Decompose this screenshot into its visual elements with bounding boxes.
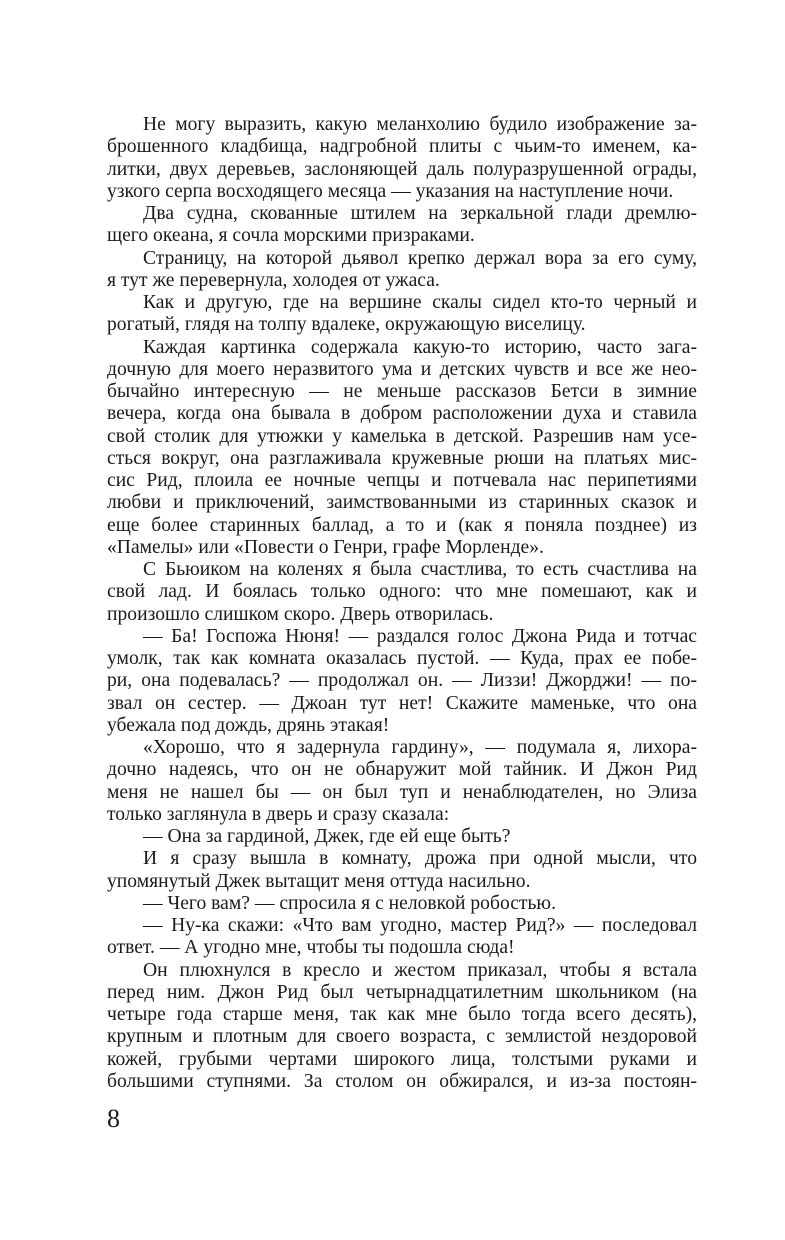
text-line: — Ну-ка скажи: «Что вам угодно, мастер Рид?» — последовал: [143, 915, 697, 936]
text-line: бычайно интересную — не меньше рассказов Бетси в зимние: [107, 381, 697, 402]
text-line: произошло слишком скоро. Дверь отворилась.: [107, 603, 494, 625]
text-line: большими ступнями. За столом он обжирался, и из-за постоян-: [107, 1070, 697, 1092]
text-line: — Она за гардиной, Джек, где ей еще быть?: [143, 826, 511, 847]
text-line: щего океана, я сочла морскими призраками.: [107, 225, 475, 247]
paragraph: [107, 626, 697, 737]
text-line: узкого серпа восходящего месяца — указания на наступление ночи.: [107, 180, 674, 202]
paragraph: [107, 248, 697, 293]
paragraph: [107, 737, 697, 826]
text-line: брошенного кладбища, надгробной плиты с чьим-то именем, ка-: [107, 136, 697, 158]
text-line: сться вокруг, она разглаживала кружевные рюши на платьях мис-: [107, 447, 697, 469]
page-number: 8: [107, 1104, 120, 1133]
text-line: свой лад. И боялась только одного: что мне помешают, как и: [107, 581, 697, 603]
text-line: «Хорошо, что я задернула гардину», — подумала я, лихора-: [143, 737, 697, 758]
text-line: ответ. — А угодно мне, чтобы ты подошла сюда!: [107, 937, 515, 959]
text-line: любви и приключений, заимствованными из старинных сказок и: [107, 492, 697, 514]
text-line: «Памелы» или «Повести о Генри, графе Морленде».: [107, 536, 544, 558]
paragraph: [107, 559, 697, 626]
text-line: я тут же перевернула, холодея от ужаса.: [107, 269, 440, 291]
text-line: дочно надеясь, что он не обнаружит мой тайник. И Джон Рид: [107, 759, 697, 781]
page-body: [107, 114, 697, 1093]
text-line: звал он сестер. — Джоан тут нет! Скажите маменьке, что она: [107, 692, 697, 714]
text-line: еще более старинных баллад, а то и (как я поняла позднее) из: [107, 514, 697, 536]
text-line: вечера, когда она бывала в добром расположении духа и ставила: [107, 403, 697, 425]
text-line: дочную для моего неразвитого ума и детских чувств и все же нео-: [107, 358, 697, 380]
text-line: убежала под дождь, дрянь этакая!: [107, 714, 390, 736]
paragraph: [107, 292, 697, 337]
paragraph: [107, 203, 697, 248]
text-line: только заглянула в дверь и сразу сказала:: [107, 803, 450, 825]
text-line: Два судна, скованные штилем на зеркальной глади дремлю-: [143, 203, 697, 224]
text-line: перед ним. Джон Рид был четырнадцатилетним школьником (на: [107, 981, 697, 1003]
paragraph: [107, 893, 697, 915]
paragraph: [107, 826, 697, 848]
paragraph: [107, 960, 697, 1094]
text-line: С Бьюиком на коленях я была счастлива, то есть счастлива на: [143, 559, 697, 580]
paragraph: [107, 848, 697, 893]
text-line: рогатый, глядя на толпу вдалеке, окружающую виселицу.: [107, 314, 586, 336]
text-line: кожей, грубыми чертами широкого лица, толстыми руками и: [107, 1048, 697, 1070]
text-line: Не могу выразить, какую меланхолию будило изображение за-: [143, 114, 697, 135]
paragraph: [107, 915, 697, 960]
text-line: умолк, так как комната оказалась пустой. — Куда, прах ее побе-: [107, 648, 697, 669]
text-line: сис Рид, плоила ее ночные чепцы и потчевала нас перипетиями: [107, 470, 697, 491]
text-line: крупным и плотным для своего возраста, с землистой нездоровой: [107, 1026, 697, 1048]
text-line: меня не нашел бы — он был туп и ненаблюдателен, но Элиза: [107, 781, 697, 803]
text-line: — Ба! Госпожа Нюня! — раздался голос Джона Рида и тотчас: [143, 625, 697, 647]
text-line: — Чего вам? — спросила я с неловкой робостью.: [143, 892, 556, 914]
text-line: упомянутый Джек вытащит меня оттуда насильно.: [107, 870, 531, 892]
text-line: ри, она подевалась? — продолжал он. — Лиззи! Джорджи! — по-: [107, 670, 697, 692]
paragraph: [107, 337, 697, 560]
text-line: Как и другую, где на вершине скалы сидел кто-то черный и: [143, 292, 697, 313]
text-line: четыре года старше меня, так как мне было тогда всего десять),: [107, 1004, 697, 1025]
text-line: Он плюхнулся в кресло и жестом приказал, чтобы я встала: [143, 959, 697, 981]
text-line: Каждая картинка содержала какую-то историю, часто зага-: [143, 336, 697, 358]
text-line: литки, двух деревьев, заслоняющей даль полуразрушенной ограды,: [107, 158, 697, 180]
text-line: И я сразу вышла в комнату, дрожа при одной мысли, что: [143, 848, 697, 870]
text-line: Страницу, на которой дьявол крепко держал вора за его суму,: [143, 247, 697, 269]
text-line: свой столик для утюжки у камелька в детской. Разрешив нам усе-: [107, 425, 697, 447]
paragraph: [107, 114, 697, 203]
